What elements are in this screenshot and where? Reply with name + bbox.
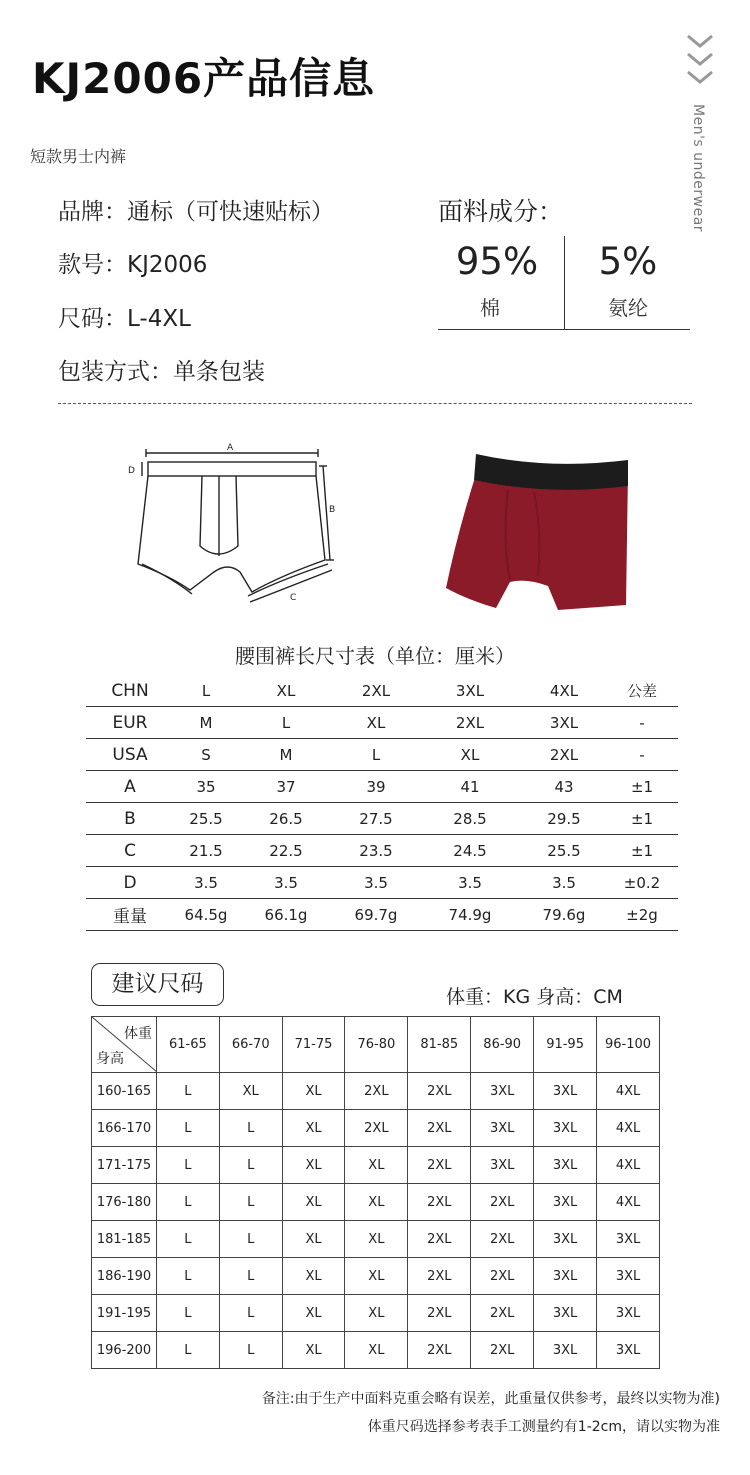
table-row bbox=[86, 803, 678, 835]
diagram-label-a: A bbox=[227, 443, 234, 453]
height-range-cell: 176-180 bbox=[92, 1184, 157, 1221]
table-row bbox=[86, 675, 678, 707]
table-cell: 3XL bbox=[471, 1110, 534, 1147]
table-cell: 2XL bbox=[471, 1258, 534, 1295]
table-cell: L bbox=[156, 1184, 219, 1221]
table-cell: 2XL bbox=[345, 1073, 408, 1110]
table-cell: 3XL bbox=[534, 1295, 597, 1332]
table-cell: L bbox=[219, 1332, 282, 1369]
table-cell: XL bbox=[345, 1332, 408, 1369]
corner-height-label: 身高 bbox=[96, 1051, 124, 1067]
table-cell: 2XL bbox=[471, 1332, 534, 1369]
chevron-down-icon bbox=[686, 52, 714, 66]
table-cell: 3XL bbox=[534, 1332, 597, 1369]
table-cell: L bbox=[174, 675, 238, 707]
diagram-label-d: D bbox=[128, 466, 135, 476]
table-cell: L bbox=[156, 1221, 219, 1258]
table-cell: XL bbox=[282, 1332, 345, 1369]
recommend-size-badge: 建议尺码 bbox=[91, 963, 224, 1006]
table-cell: L bbox=[156, 1073, 219, 1110]
table-cell: ±0.2 bbox=[606, 867, 678, 899]
table-cell: 3XL bbox=[597, 1295, 660, 1332]
page-subtitle: 短款男士内裤 bbox=[30, 147, 127, 166]
table-cell: 2XL bbox=[408, 1258, 471, 1295]
fabric-spandex-percent: 5% bbox=[598, 240, 658, 283]
table-cell: ±2g bbox=[606, 899, 678, 931]
table-cell: 4XL bbox=[597, 1073, 660, 1110]
height-range-cell: 160-165 bbox=[92, 1073, 157, 1110]
height-range-cell: 166-170 bbox=[92, 1110, 157, 1147]
table-row bbox=[86, 835, 678, 867]
table-cell: ±1 bbox=[606, 835, 678, 867]
table-cell: L bbox=[219, 1184, 282, 1221]
table-cell: 3XL bbox=[471, 1073, 534, 1110]
table-cell: XL bbox=[282, 1221, 345, 1258]
table-cell: 4XL bbox=[597, 1147, 660, 1184]
table-cell: 37 bbox=[238, 771, 334, 803]
table-cell: 41 bbox=[418, 771, 522, 803]
measurement-diagram bbox=[120, 436, 350, 606]
table-cell: 3XL bbox=[534, 1184, 597, 1221]
table-cell: 3.5 bbox=[522, 867, 606, 899]
table-cell: 3XL bbox=[534, 1110, 597, 1147]
table-cell: 2XL bbox=[408, 1073, 471, 1110]
spec-model: 款号：KJ2006 bbox=[58, 252, 208, 278]
table-row bbox=[92, 1110, 660, 1147]
table-row bbox=[92, 1073, 660, 1110]
table-cell: 2XL bbox=[334, 675, 418, 707]
table-cell: 4XL bbox=[522, 675, 606, 707]
fabric-underline bbox=[438, 329, 690, 330]
table-cell: L bbox=[156, 1147, 219, 1184]
height-range-cell: 171-175 bbox=[92, 1147, 157, 1184]
table-cell: 2XL bbox=[408, 1221, 471, 1258]
table-cell: 26.5 bbox=[238, 803, 334, 835]
corner-weight-label: 体重 bbox=[123, 1026, 152, 1042]
size-table-title: 腰围裤长尺寸表（单位：厘米） bbox=[235, 644, 515, 668]
row-label: USA bbox=[86, 739, 174, 771]
section-divider bbox=[58, 403, 692, 404]
weight-range-header: 81-85 bbox=[408, 1017, 471, 1073]
table-cell: XL bbox=[282, 1295, 345, 1332]
note-line-1: 备注:由于生产中面料克重会略有误差，此重量仅供参考，最终以实物为准) bbox=[261, 1391, 720, 1407]
table-cell: XL bbox=[334, 707, 418, 739]
fabric-spandex-label: 氨纶 bbox=[608, 296, 648, 320]
weight-range-header: 86-90 bbox=[471, 1017, 534, 1073]
table-cell: 2XL bbox=[471, 1221, 534, 1258]
table-cell: 43 bbox=[522, 771, 606, 803]
table-cell: XL bbox=[282, 1147, 345, 1184]
table-cell: 22.5 bbox=[238, 835, 334, 867]
spec-packaging: 包装方式：单条包装 bbox=[58, 359, 265, 385]
table-corner-cell bbox=[92, 1017, 157, 1073]
table-cell: L bbox=[238, 707, 334, 739]
table-cell: XL bbox=[418, 739, 522, 771]
table-cell: 25.5 bbox=[174, 803, 238, 835]
table-cell: L bbox=[219, 1110, 282, 1147]
table-cell: L bbox=[156, 1332, 219, 1369]
table-row bbox=[92, 1147, 660, 1184]
table-cell: XL bbox=[345, 1221, 408, 1258]
chevron-down-icon bbox=[686, 70, 714, 84]
table-cell: 3.5 bbox=[334, 867, 418, 899]
spec-size: 尺码：L-4XL bbox=[58, 306, 191, 332]
table-cell: XL bbox=[345, 1184, 408, 1221]
table-cell: XL bbox=[282, 1110, 345, 1147]
table-cell: 21.5 bbox=[174, 835, 238, 867]
table-cell: 28.5 bbox=[418, 803, 522, 835]
table-cell: 3XL bbox=[597, 1332, 660, 1369]
table-cell: ±1 bbox=[606, 803, 678, 835]
weight-range-header: 96-100 bbox=[597, 1017, 660, 1073]
table-cell: - bbox=[606, 707, 678, 739]
table-row bbox=[86, 739, 678, 771]
row-label: EUR bbox=[86, 707, 174, 739]
table-cell: XL bbox=[282, 1258, 345, 1295]
height-range-cell: 186-190 bbox=[92, 1258, 157, 1295]
table-cell: 3XL bbox=[597, 1258, 660, 1295]
weight-range-header: 76-80 bbox=[345, 1017, 408, 1073]
row-label: C bbox=[86, 835, 174, 867]
table-row bbox=[92, 1184, 660, 1221]
table-row bbox=[86, 707, 678, 739]
table-cell: 4XL bbox=[597, 1110, 660, 1147]
weight-range-header: 61-65 bbox=[156, 1017, 219, 1073]
table-cell: ±1 bbox=[606, 771, 678, 803]
table-cell: 3.5 bbox=[238, 867, 334, 899]
table-cell: 3XL bbox=[522, 707, 606, 739]
product-image bbox=[438, 450, 634, 616]
table-cell: L bbox=[156, 1295, 219, 1332]
table-cell: L bbox=[219, 1295, 282, 1332]
table-cell: M bbox=[174, 707, 238, 739]
table-cell: 3.5 bbox=[174, 867, 238, 899]
table-cell: 2XL bbox=[408, 1184, 471, 1221]
table-cell: 64.5g bbox=[174, 899, 238, 931]
height-range-cell: 196-200 bbox=[92, 1332, 157, 1369]
table-cell: 2XL bbox=[345, 1110, 408, 1147]
table-cell: L bbox=[156, 1258, 219, 1295]
table-cell: XL bbox=[345, 1295, 408, 1332]
table-cell: 66.1g bbox=[238, 899, 334, 931]
table-cell: 公差 bbox=[606, 675, 678, 707]
table-cell: XL bbox=[345, 1147, 408, 1184]
table-cell: L bbox=[219, 1221, 282, 1258]
table-cell: L bbox=[219, 1258, 282, 1295]
units-label: 体重：KG 身高：CM bbox=[446, 986, 623, 1008]
weight-range-header: 71-75 bbox=[282, 1017, 345, 1073]
table-cell: S bbox=[174, 739, 238, 771]
table-cell: 2XL bbox=[408, 1147, 471, 1184]
table-cell: L bbox=[334, 739, 418, 771]
table-cell: 3XL bbox=[418, 675, 522, 707]
table-cell: 2XL bbox=[408, 1110, 471, 1147]
table-cell: 24.5 bbox=[418, 835, 522, 867]
note-line-2: 体重尺码选择参考表手工测量约有1-2cm，请以实物为准 bbox=[367, 1419, 720, 1435]
row-label: B bbox=[86, 803, 174, 835]
size-table bbox=[86, 675, 678, 931]
table-cell: 74.9g bbox=[418, 899, 522, 931]
row-label: 重量 bbox=[86, 899, 174, 931]
table-cell: 25.5 bbox=[522, 835, 606, 867]
height-range-cell: 181-185 bbox=[92, 1221, 157, 1258]
recommend-table bbox=[91, 1016, 660, 1369]
table-cell: 29.5 bbox=[522, 803, 606, 835]
table-cell: 35 bbox=[174, 771, 238, 803]
diagram-label-b: B bbox=[329, 505, 336, 515]
spec-brand: 品牌：通标（可快速贴标） bbox=[58, 199, 334, 225]
table-row bbox=[92, 1221, 660, 1258]
table-cell: 2XL bbox=[408, 1295, 471, 1332]
side-caption: Men's underwear bbox=[690, 104, 706, 233]
table-cell: L bbox=[156, 1110, 219, 1147]
table-cell: 79.6g bbox=[522, 899, 606, 931]
table-cell: XL bbox=[219, 1073, 282, 1110]
table-cell: 3XL bbox=[534, 1073, 597, 1110]
height-range-cell: 191-195 bbox=[92, 1295, 157, 1332]
table-cell: 39 bbox=[334, 771, 418, 803]
table-cell: - bbox=[606, 739, 678, 771]
table-cell: 3XL bbox=[534, 1147, 597, 1184]
table-cell: 2XL bbox=[522, 739, 606, 771]
table-row bbox=[92, 1332, 660, 1369]
chevron-down-icon bbox=[686, 34, 714, 48]
fabric-divider bbox=[564, 236, 565, 330]
table-cell: 3.5 bbox=[418, 867, 522, 899]
fabric-heading: 面料成分： bbox=[438, 197, 564, 226]
page-title: KJ2006产品信息 bbox=[32, 54, 376, 103]
table-cell: XL bbox=[282, 1073, 345, 1110]
table-cell: 3XL bbox=[597, 1221, 660, 1258]
table-cell: 2XL bbox=[418, 707, 522, 739]
table-cell: XL bbox=[282, 1184, 345, 1221]
table-cell: XL bbox=[345, 1258, 408, 1295]
table-cell: 3XL bbox=[471, 1147, 534, 1184]
diagram-label-c: C bbox=[290, 593, 297, 603]
table-cell: XL bbox=[238, 675, 334, 707]
table-cell: 3XL bbox=[534, 1221, 597, 1258]
table-cell: 4XL bbox=[597, 1184, 660, 1221]
table-cell: 2XL bbox=[471, 1295, 534, 1332]
table-row bbox=[86, 867, 678, 899]
table-cell: 2XL bbox=[471, 1184, 534, 1221]
row-label: CHN bbox=[86, 675, 174, 707]
table-row bbox=[92, 1295, 660, 1332]
row-label: A bbox=[86, 771, 174, 803]
table-cell: M bbox=[238, 739, 334, 771]
table-cell: 69.7g bbox=[334, 899, 418, 931]
weight-range-header: 91-95 bbox=[534, 1017, 597, 1073]
table-row bbox=[92, 1258, 660, 1295]
table-row bbox=[86, 899, 678, 931]
table-cell: 23.5 bbox=[334, 835, 418, 867]
weight-range-header: 66-70 bbox=[219, 1017, 282, 1073]
table-cell: 3XL bbox=[534, 1258, 597, 1295]
fabric-cotton-percent: 95% bbox=[455, 240, 539, 283]
row-label: D bbox=[86, 867, 174, 899]
table-cell: 2XL bbox=[408, 1332, 471, 1369]
table-row bbox=[86, 771, 678, 803]
table-cell: 27.5 bbox=[334, 803, 418, 835]
table-cell: L bbox=[219, 1147, 282, 1184]
fabric-cotton-label: 棉 bbox=[480, 296, 500, 320]
